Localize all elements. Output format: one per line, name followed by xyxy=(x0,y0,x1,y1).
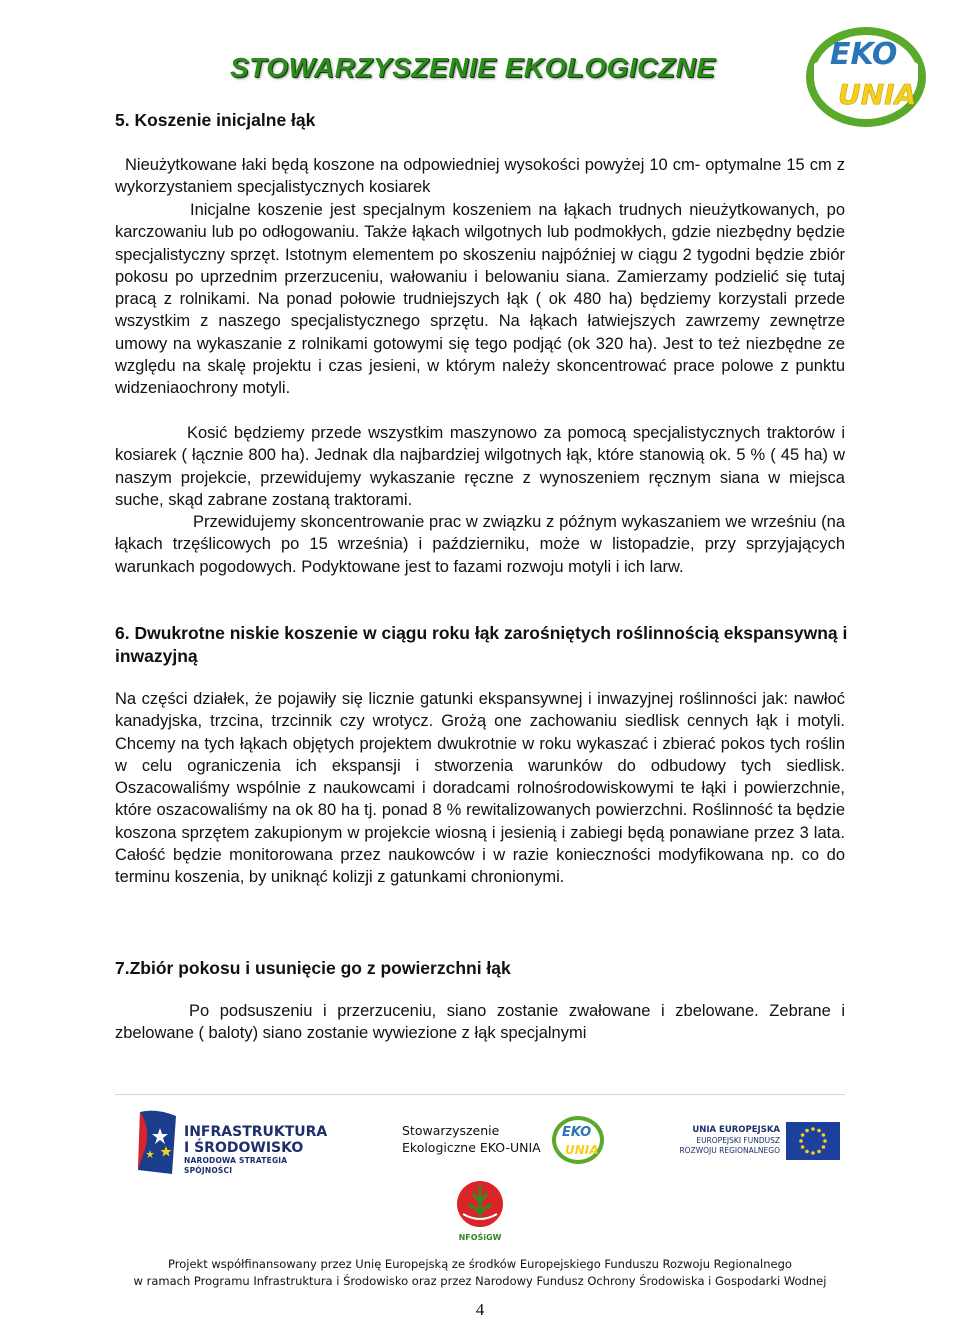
section-6-paragraph: Na części działek, że pojawiły się licznie gatunki ekspansywnej i inwazyjnej roślinności jak: nawłoć kanadyjska, trzcina, trzcinnik czy wrotycz. Grożą one zachowaniu siedlisk cennych łąk i motyli. Chcemy na tych łąkach objętych projektem dwukrotnie w roku wykaszać i zbierać pokos tych roślin w celu ograniczenia ich ekspansji i stworzenia warunków do odbudowy tych siedlisk. Oszacowaliśmy wspólnie z naukowcami i doradcami rolnośrodowiskowymi te łąki i powierzchnie, które oszacowaliśmy na ok 80 ha tj. ponad 8 % rewitalizowanych powierzchni. Roślinność ta będzie koszona sprzętem zakupionym w projekcie wiosną i jesienią i zabiegi będą ponawiane przez 3 lata. Całość będzie monitorowana przez naukowców i w razie konieczności modyfikowana np. co do terminu koszenia, by uniknąć kolizji z gatunkami chronionymi. xyxy=(115,690,845,887)
small-logo-unia: UNIA xyxy=(565,1143,599,1157)
nfosigw-label: NFOŚiGW xyxy=(458,1233,502,1242)
section-5-paragraph-4: Przewidujemy skoncentrowanie prac w związku z późnym wykaszaniem we wrześniu (na łąkach trzęślicowych po 15 września) i październiku, może w listopadzie, przy sprzyjających warunkach pogodowych. Podyktowane jest to fazami rozwoju motyli i ich larw. xyxy=(115,513,845,576)
eko-unia-logo xyxy=(800,24,932,130)
logo-ue-line-2: EUROPEJSKI FUNDUSZ xyxy=(696,1136,780,1145)
stowarzyszenie-logo xyxy=(402,1118,612,1178)
section-5-paragraph-2: Inicjalne koszenie jest specjalnym koszeniem na łąkach trudnych nieużytkowanych, po karczowaniu lub po odłogowaniu. Także łąkach wilgotnych lub podmokłych, gdzie niezbędny będzie specjalistyczny sprzęt. Istotnym elementem po skoszeniu najpóźniej w ciągu 2 tygodni będzie zbiór pokosu po uprzednim przerzuceniu, wałowaniu i belowaniu siana. Zamierzamy podzielić się tutaj pracą z rolnikami. Na ponad połowie trudniejszych łąk ( ok 480 ha) będziemy korzystali przede wszystkim z naszego specjalistycznego sprzętu. Na łąkach łatwiejszych zawrzemy zewnętrze umowy na wykaszanie z rolnikami gotowymi się tego podjąć (ok 320 ha). Jest to też niezbędne ze względu na skalę projektu i czas jesieni, w którym należy skoncentrować prace polowe z punktu widzeniaochrony motyli. xyxy=(115,201,845,398)
footer-divider xyxy=(115,1094,845,1095)
funding-line-1: Projekt współfinansowany przez Unię Europejską ze środków Europejskiego Funduszu Rozwoju Regionalnego xyxy=(168,1257,792,1271)
section-5-heading: 5. Koszenie inicjalne łąk xyxy=(115,110,316,130)
infrastruktura-srodowisko-logo xyxy=(136,1106,336,1176)
section-5-paragraph-3: Kosić będziemy przede wszystkim maszynowo za pomocą specjalistycznych traktorów i kosiarek ( łącznie 800 ha). Jednak dla najbardziej wilgotnych łąk, które stanowią ok. 5 % ( 45 ha) w naszym projekcie, przewidujemy wykaszanie ręczne z wynoszeniem ręcznym siana w miejsca suche, skąd zabrane zostaną traktorami. xyxy=(115,424,845,509)
logo-ue-line-3: ROZWOJU REGIONALNEGO xyxy=(679,1146,780,1155)
section-6-heading: 6. Dwukrotne niskie koszenie w ciągu roku łąk zarośniętych roślinnością ekspansywną i inwazyjną xyxy=(115,623,848,666)
logo-se-line-2: Ekologiczne EKO-UNIA xyxy=(402,1140,541,1155)
section-5-paragraph-1: Nieużytkowane łaki będą koszone na odpowiedniej wysokości powyżej 10 cm- optymalne 15 cm z wykorzystaniem specjalistycznych kosiarek xyxy=(115,156,845,197)
unia-europejska-logo xyxy=(650,1118,840,1168)
nfosigw-emblem-icon xyxy=(455,1180,505,1228)
funding-statement xyxy=(110,1256,850,1290)
flag-stars-icon xyxy=(136,1106,180,1176)
logo-is-line-2: I ŚRODOWISKO xyxy=(184,1140,304,1156)
funding-line-2: w ramach Programu Infrastruktura i Środowisko oraz przez Narodowy Fundusz Ochrony Środowiska i Gospodarki Wodnej xyxy=(133,1274,827,1288)
small-logo-eko: EKO xyxy=(562,1125,592,1140)
section-7-paragraph: Po podsuszeniu i przerzuceniu, siano zostanie zwałowane i zbelowane. Zebrane i zbelowane ( baloty) siano zostanie wywiezione z łąk specjalnymi xyxy=(115,1002,845,1043)
logo-unia-text: UNIA xyxy=(838,78,917,111)
logo-se-line-1: Stowarzyszenie xyxy=(402,1123,500,1138)
logo-ue-line-1: UNIA EUROPEJSKA xyxy=(692,1125,780,1135)
nfosigw-logo xyxy=(455,1180,505,1242)
page-number: 4 xyxy=(475,1300,485,1319)
eko-unia-small-logo xyxy=(550,1114,606,1166)
section-7-heading: 7.Zbiór pokosu i usunięcie go z powierzchni łąk xyxy=(115,958,511,978)
logo-eko-text: EKO xyxy=(830,37,898,72)
logo-is-line-3: NARODOWA STRATEGIA SPÓJNOŚCI xyxy=(184,1156,288,1175)
organization-title: STOWARZYSZENIE EKOLOGICZNE xyxy=(230,52,716,83)
eu-flag-icon xyxy=(786,1122,840,1160)
logo-is-line-1: INFRASTRUKTURA xyxy=(184,1124,328,1140)
